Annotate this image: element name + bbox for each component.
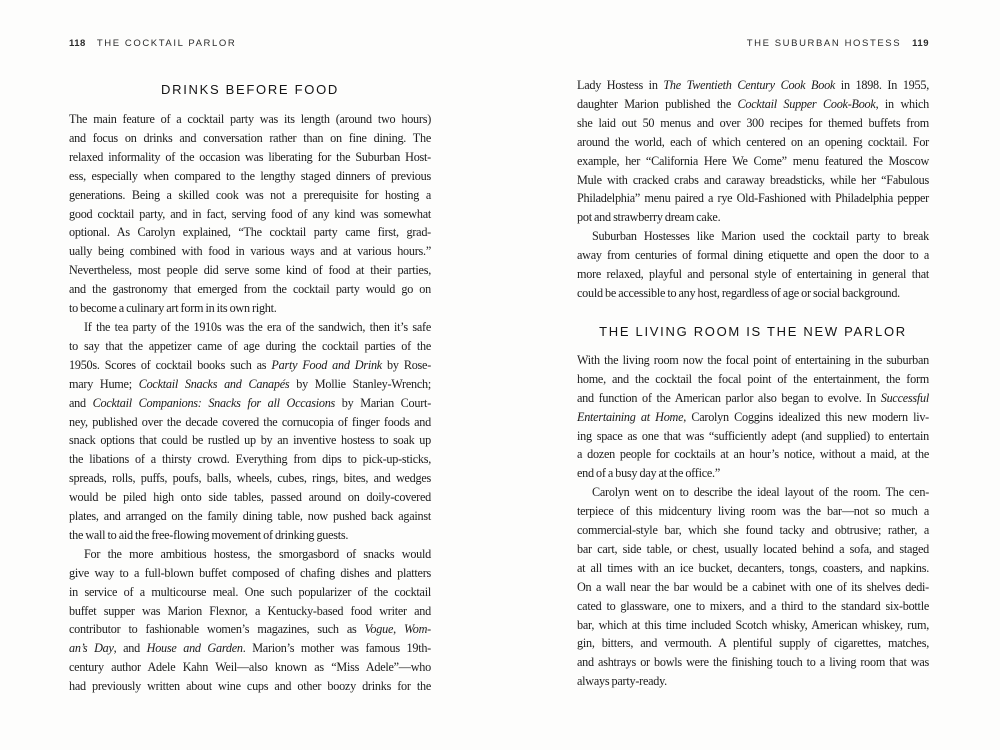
- text-line: could be accessible to any host, regardless of age or social background.: [577, 285, 900, 300]
- text-line: With the living room now the focal point of entertaining in the suburban: [577, 352, 929, 367]
- text-line: [69, 620, 431, 639]
- text-line: the libations of a thirsty crowd. Everything from dips to pick-up-sticks,: [69, 452, 431, 467]
- text-line: to say that the appetizer came of age during the cocktail parties of the: [69, 338, 431, 353]
- text-line: ess, especially when compared to the lengthy staged dinners of previous: [69, 168, 431, 183]
- text-line: Philadelphia” menu paired a rye Old-Fashioned with Philadelphia pepper: [577, 191, 929, 206]
- text-line: and the gastronomy that emerged from the cocktail party would go on: [69, 282, 431, 297]
- text-line: If the tea party of the 1910s was the era of the sandwich, then it’s safe: [84, 319, 431, 334]
- italic-title-run: Cocktail Supper Cook-Book: [737, 96, 876, 111]
- text-line: Suburban Hostesses like Marion used the cocktail party to break: [592, 229, 929, 244]
- text-line: in service of a multicourse meal. One such popularizer of the cocktail: [69, 584, 431, 599]
- text-line: the wall to aid the free-flowing movement of drinking guests.: [69, 527, 349, 542]
- text-run: in 1898. In 1955,: [835, 78, 929, 92]
- page-body-right: [577, 76, 929, 691]
- text-run: . Marion’s mother was famous 19th-: [242, 641, 431, 656]
- text-run: , in which: [875, 96, 929, 111]
- text-run: contributor to fashionable women’s magazines, such as: [69, 622, 365, 637]
- text-run: mary Hume;: [69, 376, 139, 391]
- text-line: Carolyn went on to describe the ideal layout of the room. The cen-: [592, 485, 929, 500]
- section-heading: THE LIVING ROOM IS THE NEW PARLOR: [599, 323, 907, 339]
- text-line: optional. As Carolyn explained, “The cocktail party came first, grad-: [69, 225, 431, 240]
- text-run: , and: [113, 641, 147, 656]
- text-run: , Carolyn Coggins idealized this new modern liv-: [683, 409, 929, 424]
- italic-title-run: an’s Day: [69, 641, 114, 656]
- text-line: buffet supper was Marion Flexnor, a Kentucky-based food writer and: [69, 603, 431, 618]
- text-line: commercial-style bar, which she found tacky and obtrusive; rather, a: [577, 523, 929, 538]
- text-line: good cocktail party, and in fact, serving food of any kind was somewhat: [69, 206, 431, 221]
- text-line: home, and the cocktail the focal point of the entertainment, the form: [577, 371, 929, 386]
- text-line: plates, and arranged on the family dining table, now pushed back against: [69, 509, 431, 524]
- text-line: gin, bitters, and vermouth. A plentiful supply of cigarettes, matches,: [577, 636, 929, 651]
- text-line: had previously written about wine cups and other boozy drinks for the: [69, 679, 431, 694]
- page-left: [69, 38, 431, 696]
- page-number-right: 119: [912, 38, 929, 49]
- text-run: and: [69, 395, 93, 410]
- text-line: and ashtrays or bowls were the finishing touch to a living room that was: [577, 655, 929, 670]
- text-line: snack options that could be rustled up by an inventive hostess to soak up: [69, 433, 431, 448]
- text-line: Nevertheless, most people did serve some kind of food at their parties,: [69, 263, 431, 278]
- text-line: On a wall near the bar would be a cabinet with one of its shelves dedi-: [577, 579, 929, 594]
- text-line: terpiece of this midcentury living room was the bar—not so much a: [577, 504, 929, 519]
- text-line: [577, 389, 929, 408]
- text-line: [69, 375, 431, 394]
- text-line: she laid out 50 menus and over 300 recipes for themed buffets from: [577, 115, 929, 130]
- text-line: around the world, each of which centered on an opening cocktail. For: [577, 134, 929, 149]
- text-line: ually being combined with food in various ways and at various hours.”: [69, 244, 431, 259]
- text-line: and focus on drinks and conversation rather than on fine dining. The: [69, 130, 431, 145]
- text-line: bar cart, side table, or chest, usually located behind a sofa, and staged: [577, 541, 929, 556]
- running-head-right: [577, 38, 929, 49]
- text-line: away from centuries of formal dining etiquette and open the door to a: [577, 248, 929, 263]
- text-line: ney, published over the decade covered the cornucopia of finger foods and: [69, 414, 431, 429]
- text-run: by Marian Court-: [335, 395, 431, 410]
- italic-title-run: Wom-: [404, 622, 431, 637]
- italic-title-run: The Twentieth Century Cook Book: [663, 78, 836, 92]
- text-run: by Mollie Stanley-Wrench;: [289, 376, 432, 391]
- text-line: more relaxed, playful and personal style of entertaining in general that: [577, 267, 929, 282]
- page-number-left: 118: [69, 38, 86, 49]
- text-line: always party-ready.: [577, 674, 667, 689]
- page-right: [577, 38, 929, 691]
- page-body-left: [69, 82, 431, 696]
- text-line: [577, 408, 929, 427]
- text-line: would be piled high onto side tables, passed around on doily-covered: [69, 490, 431, 505]
- text-run: 1950s. Scores of cocktail books such as: [69, 357, 272, 372]
- text-line: Mule with cracked crabs and caraway breadsticks, while her “Fabulous: [577, 172, 929, 187]
- text-line: [577, 76, 929, 95]
- text-line: end of a busy day at the office.”: [577, 466, 720, 481]
- text-line: to become a culinary art form in its own right.: [69, 301, 277, 316]
- text-line: cated to glassware, one to mixers, and a third to the standard six-bottle: [577, 598, 929, 613]
- text-line: [69, 356, 431, 375]
- text-run: and function of the American parlor also began to evolve. In: [577, 390, 881, 405]
- text-line: give way to a full-blown buffet composed of chafing dishes and platters: [69, 565, 431, 580]
- text-line: century author Adele Kahn Weil—also known as “Miss Adele”—who: [69, 660, 431, 675]
- text-line: at all times with an ice bucket, decanters, tongs, coasters, and napkins.: [577, 560, 929, 575]
- running-head-left: [69, 38, 431, 49]
- italic-title-run: House and Garden: [146, 641, 243, 656]
- text-run: by Rose-: [381, 357, 432, 372]
- text-line: relaxed informality of the occasion was liberating for the Suburban Host-: [69, 149, 431, 164]
- text-line: [69, 394, 431, 413]
- running-head-title-right: THE SUBURBAN HOSTESS: [746, 38, 902, 49]
- text-line: a dozen people for cocktails at an hour’s notice, without a maid, at the: [577, 447, 929, 462]
- text-line: [577, 95, 929, 114]
- text-run: ,: [393, 622, 404, 637]
- italic-title-run: Cocktail Snacks and Canapés: [138, 376, 290, 391]
- text-line: ing space as one that was “sufficiently adept (and supplied) to entertain: [577, 428, 929, 443]
- text-line: spreads, rolls, puffs, poufs, balls, wheels, cubes, rings, bites, and wedges: [69, 471, 431, 486]
- text-line: example, her “California Here We Come” menu featured the Moscow: [577, 153, 929, 168]
- text-line: The main feature of a cocktail party was its length (around two hours): [69, 112, 431, 126]
- text-line: generations. Being a skilled cook was not a prerequisite for hosting a: [69, 187, 431, 202]
- running-head-title-left: THE COCKTAIL PARLOR: [96, 38, 237, 49]
- text-line: bar, which at this time included Scotch whisky, American whiskey, rum,: [577, 617, 929, 632]
- text-line: [69, 639, 431, 658]
- text-run: daughter Marion published the: [577, 96, 738, 111]
- italic-title-run: Successful: [880, 390, 929, 405]
- text-line: For the more ambitious hostess, the smorgasbord of snacks would: [84, 546, 431, 561]
- italic-title-run: Entertaining at Home: [577, 409, 684, 424]
- italic-title-run: Cocktail Companions: Snacks for all Occasions: [92, 395, 336, 410]
- italic-title-run: Vogue: [364, 622, 394, 637]
- text-line: pot and strawberry dream cake.: [577, 210, 721, 225]
- text-run: Lady Hostess in: [577, 78, 664, 92]
- italic-title-run: Party Food and Drink: [271, 357, 382, 372]
- section-heading: DRINKS BEFORE FOOD: [161, 82, 339, 97]
